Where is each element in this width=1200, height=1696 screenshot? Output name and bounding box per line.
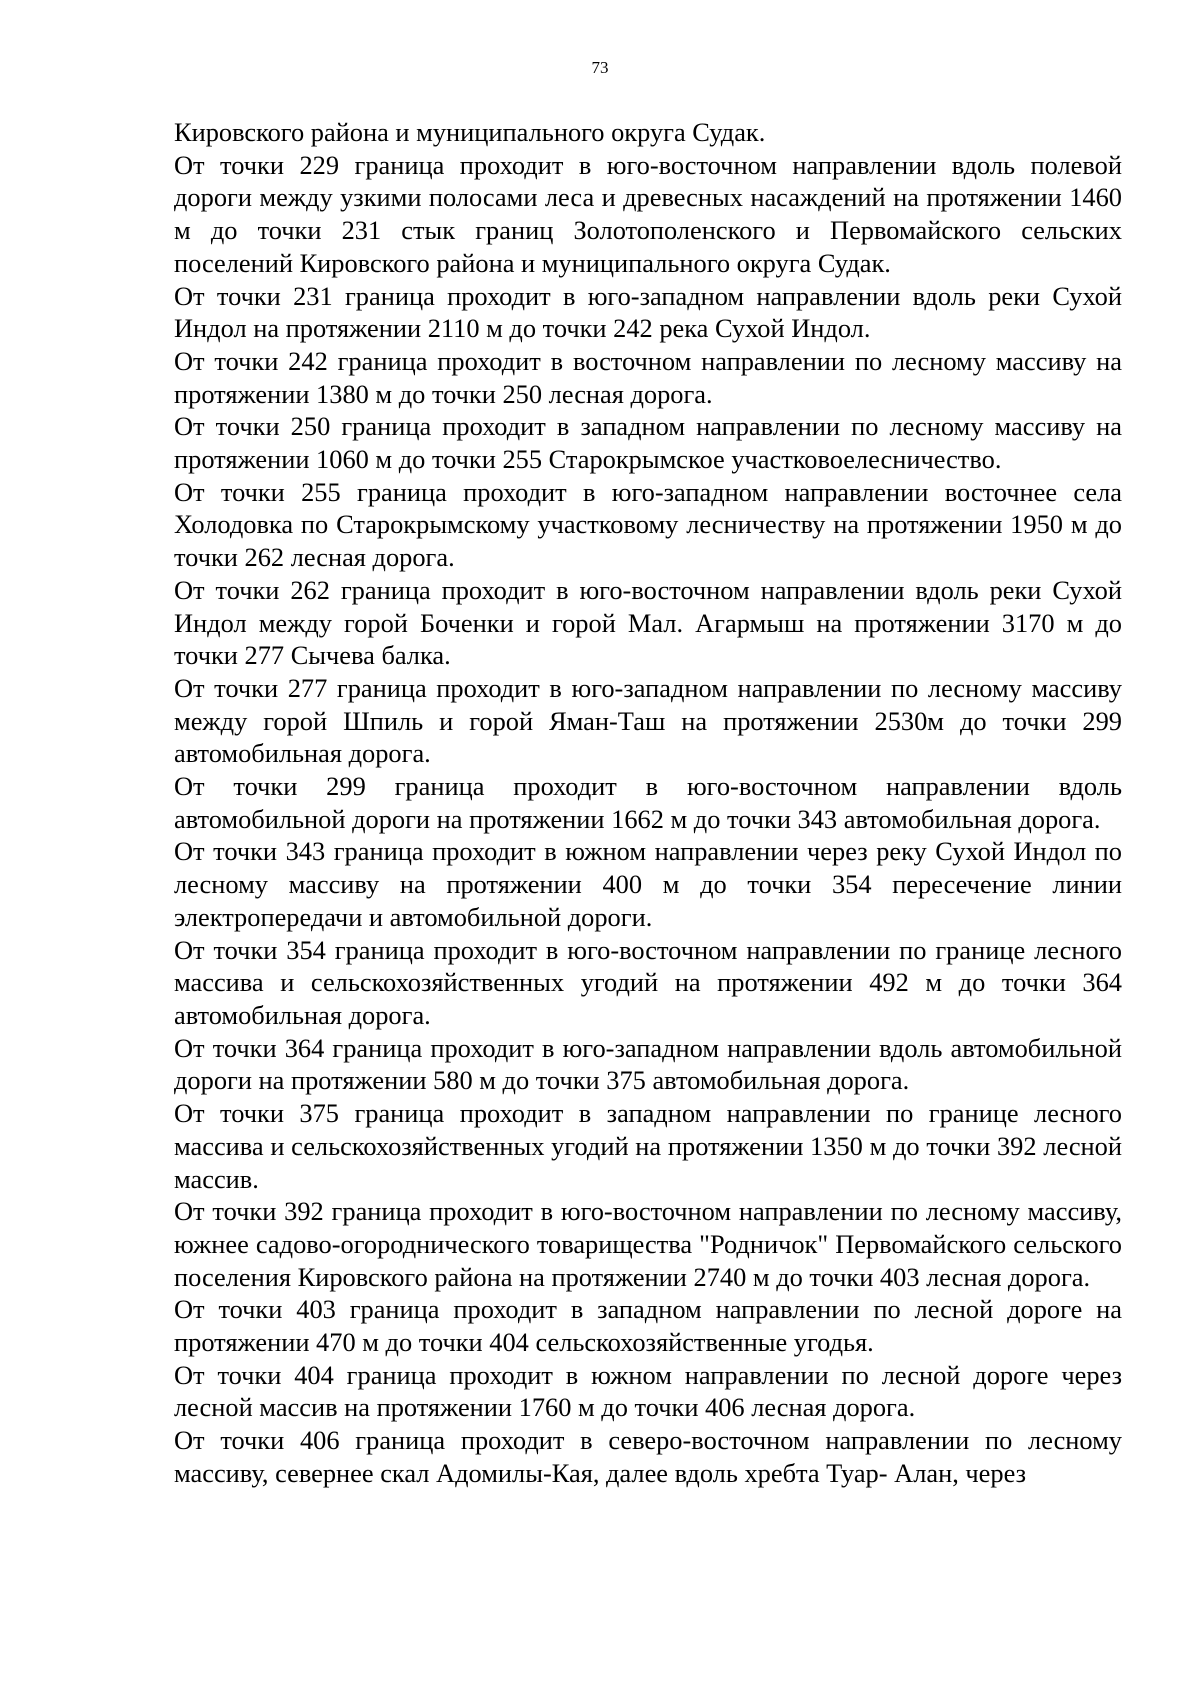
paragraph: От точки 229 граница проходит в юго-восточном направлении вдоль полевой дороги между узкими полосами леса и древесных насаждений на протяжении 1460 м до точки 231 стык границ Золотополенского и Первомайского сельских поселений Кировского района и муниципального округа Судак. — [174, 149, 1122, 278]
paragraph: От точки 364 граница проходит в юго-западном направлении вдоль автомобильной дороги на протяжении 580 м до точки 375 автомобильная дорога. — [174, 1032, 1122, 1096]
paragraph: От точки 262 граница проходит в юго-восточном направлении вдоль реки Сухой Индол между горой Боченки и горой Мал. Агармыш на протяжении 3170 м до точки 277 Сычева балка. — [174, 574, 1122, 671]
paragraph: От точки 404 граница проходит в южном направлении по лесной дороге через лесной массив на протяжении 1760 м до точки 406 лесная дорога. — [174, 1359, 1122, 1423]
document-body — [174, 116, 1122, 1490]
paragraph: От точки 375 граница проходит в западном направлении по границе лесного массива и сельскохозяйственных угодий на протяжении 1350 м до точки 392 лесной массив. — [174, 1098, 1122, 1194]
paragraph: От точки 299 граница проходит в юго-восточном направлении вдоль автомобильной дороги на протяжении 1662 м до точки 343 автомобильная дорога. — [174, 771, 1122, 834]
paragraph: От точки 354 граница проходит в юго-восточном направлении по границе лесного массива и сельскохозяйственных угодий на протяжении 492 м до точки 364 автомобильная дорога. — [174, 934, 1122, 1030]
paragraph: От точки 392 граница проходит в юго-восточном направлении по лесному массиву, южнее садово-огороднического товарищества "Родничок" Первомайского сельского поселения Кировского района на протяжении 2740 м до точки 403 лесная дорога. — [174, 1196, 1122, 1292]
paragraph: От точки 406 граница проходит в северо-восточном направлении по лесному массиву, севернее скал Адомилы-Кая, далее вдоль хребта Туар- Алан, через — [174, 1425, 1122, 1488]
paragraph: От точки 250 граница проходит в западном направлении по лесному массиву на протяжении 1060 м до точки 255 Старокрымское участковоелесничество. — [174, 411, 1122, 475]
paragraph: От точки 403 граница проходит в западном направлении по лесной дороге на протяжении 470 м до точки 404 сельскохозяйственные угодья. — [174, 1294, 1122, 1358]
paragraph: От точки 242 граница проходит в восточном направлении по лесному массиву на протяжении 1380 м до точки 250 лесная дорога. — [174, 345, 1122, 409]
paragraph: От точки 231 граница проходит в юго-западном направлении вдоль реки Сухой Индол на протяжении 2110 м до точки 242 река Сухой Индол. — [174, 280, 1122, 344]
paragraph: От точки 255 граница проходит в юго-западном направлении восточнее села Холодовка по Старокрымскому участковому лесничеству на протяжении 1950 м до точки 262 лесная дорога. — [174, 476, 1122, 573]
paragraph: От точки 343 граница проходит в южном направлении через реку Сухой Индол по лесному массиву на протяжении 400 м до точки 354 пересечение линии электропередачи и автомобильной дороги. — [174, 836, 1122, 932]
paragraph: От точки 277 граница проходит в юго-западном направлении по лесному массиву между горой Шпиль и горой Яман-Таш на протяжении 2530м до точки 299 автомобильная дорога. — [174, 672, 1122, 769]
page-number: 73 — [591, 58, 609, 77]
paragraph: Кировского района и муниципального округа Судак. — [174, 117, 766, 147]
